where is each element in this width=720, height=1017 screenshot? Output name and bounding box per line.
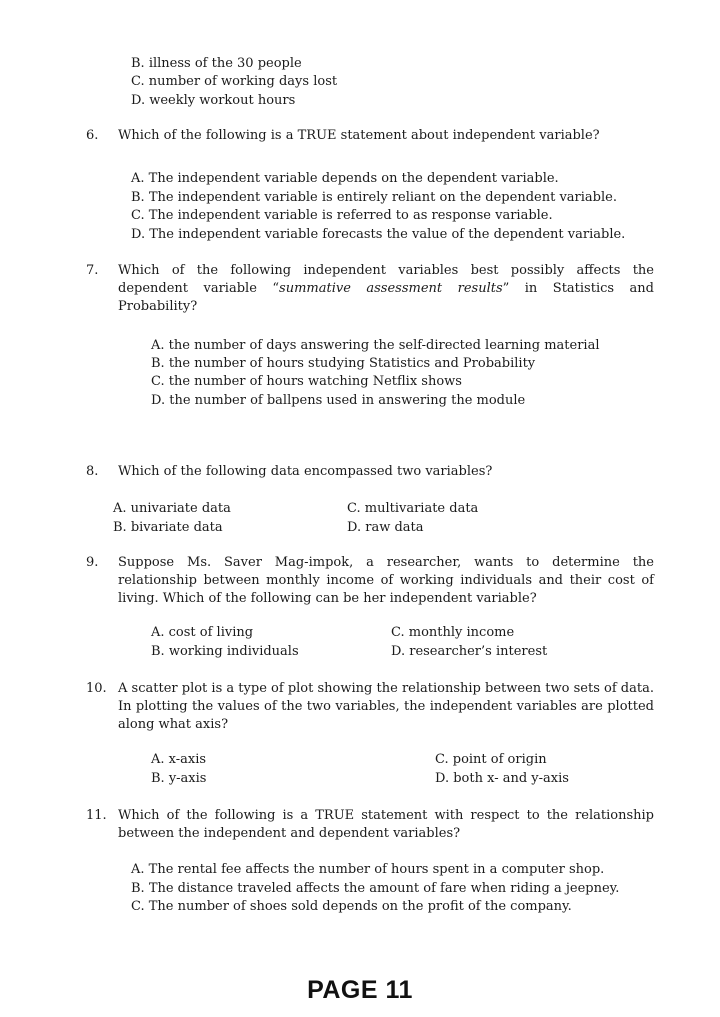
q6-option-b: B. The independent variable is entirely reliant on the dependent variable. [131, 190, 617, 205]
q10-option-b: B. y-axis [151, 771, 207, 786]
q8-question: Which of the following data encompassed two variables? [118, 464, 493, 479]
q7-question [118, 262, 654, 316]
q9-option-c: C. monthly income [391, 625, 515, 640]
q11-question: Which of the following is a TRUE statement with respect to the relationship between the independent and dependent variables? [118, 808, 654, 841]
q10-option-a: A. x-axis [151, 752, 207, 767]
q10-question: A scatter plot is a type of plot showing the relationship between two sets of data. In plotting the values of the two variables, the independent variables are plotted along what axis? [118, 681, 654, 732]
q8-option-d: D. raw data [347, 520, 424, 535]
q6-option-c: C. The independent variable is referred to as response variable. [131, 208, 553, 223]
q8-option-b: B. bivariate data [113, 520, 223, 535]
q9-option-d: D. researcher’s interest [391, 644, 548, 659]
q7-option-b: B. the number of hours studying Statistics and Probability [151, 356, 536, 371]
q10-option-d: D. both x- and y-axis [435, 771, 569, 786]
q9-option-b: B. working individuals [151, 644, 299, 659]
page-number: PAGE 11 [307, 976, 413, 1004]
q7-option-a: A. the number of days answering the self-directed learning material [151, 338, 600, 353]
q11-option-a: A. The rental fee affects the number of hours spent in a computer shop. [131, 862, 605, 877]
q11-option-b: B. The distance traveled affects the amount of fare when riding a jeepney. [131, 881, 620, 896]
q11-number: 11. [86, 808, 107, 823]
q7-text-italic: summative assessment results [279, 281, 503, 296]
q7-option-d: D. the number of ballpens used in answering the module [151, 393, 526, 408]
q7-number: 7. [86, 263, 99, 278]
q9-option-a: A. cost of living [151, 625, 254, 640]
q9-question: Suppose Ms. Saver Mag-impok, a researcher, wants to determine the relationship between monthly income of working individuals and their cost of living. Which of the following can be her independent variable? [118, 555, 654, 606]
q7-text-before: Which of the following independent variables best possibly affects the dependent variable “ [118, 263, 654, 296]
q8-number: 8. [86, 464, 99, 479]
q9-number: 9. [86, 555, 99, 570]
q5-option-d: D. weekly workout hours [131, 93, 296, 108]
q6-number: 6. [86, 128, 99, 143]
q7-option-c: C. the number of hours watching Netflix shows [151, 374, 462, 389]
q5-option-b: B. illness of the 30 people [131, 56, 302, 71]
q6-option-d: D. The independent variable forecasts the value of the dependent variable. [131, 227, 626, 242]
q11-option-c: C. The number of shoes sold depends on the profit of the company. [131, 899, 572, 914]
q5-option-c: C. number of working days lost [131, 74, 338, 89]
q7-text-after: ” in Statistics and Probability? [118, 281, 654, 314]
q10-option-c: C. point of origin [435, 752, 547, 767]
q6-option-a: A. The independent variable depends on the dependent variable. [131, 171, 559, 186]
q6-question: Which of the following is a TRUE statement about independent variable? [118, 128, 600, 143]
q8-option-a: A. univariate data [113, 501, 231, 516]
q8-option-c: C. multivariate data [347, 501, 479, 516]
q10-number: 10. [86, 681, 107, 696]
